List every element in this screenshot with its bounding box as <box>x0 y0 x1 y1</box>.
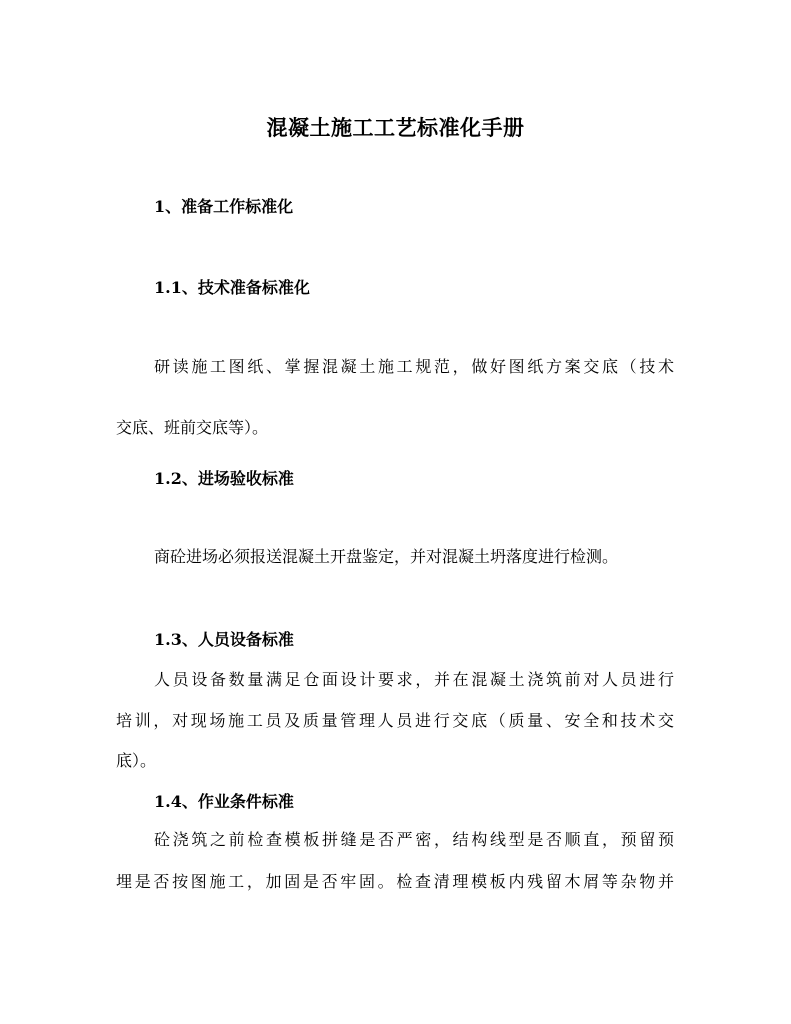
section-heading-1: 1、准备工作标准化 <box>154 197 294 216</box>
section-heading-1-1: 1.1、技术准备标准化 <box>154 278 310 297</box>
section-heading-1-3: 1.3、人员设备标准 <box>154 630 294 649</box>
paragraph-line: 埋是否按图施工，加固是否牢固。检查清理模板内残留木屑等杂物并 <box>116 872 674 891</box>
paragraph-line: 交底、班前交底等）。 <box>116 418 269 437</box>
paragraph-line: 商砼进场必须报送混凝土开盘鉴定，并对混凝土坍落度进行检测。 <box>154 547 619 566</box>
paragraph-line: 培训，对现场施工员及质量管理人员进行交底（质量、安全和技术交 <box>116 711 674 730</box>
section-heading-1-4: 1.4、作业条件标准 <box>154 792 294 811</box>
paragraph-line: 人员设备数量满足仓面设计要求，并在混凝土浇筑前对人员进行 <box>154 670 674 689</box>
paragraph-line: 底）。 <box>116 751 157 770</box>
paragraph-line: 砼浇筑之前检查模板拼缝是否严密，结构线型是否顺直，预留预 <box>154 830 674 849</box>
section-heading-1-2: 1.2、进场验收标准 <box>154 469 294 488</box>
paragraph-line: 研读施工图纸、掌握混凝土施工规范，做好图纸方案交底（技术 <box>154 357 674 376</box>
page-title: 混凝土施工工艺标准化手册 <box>266 115 525 140</box>
